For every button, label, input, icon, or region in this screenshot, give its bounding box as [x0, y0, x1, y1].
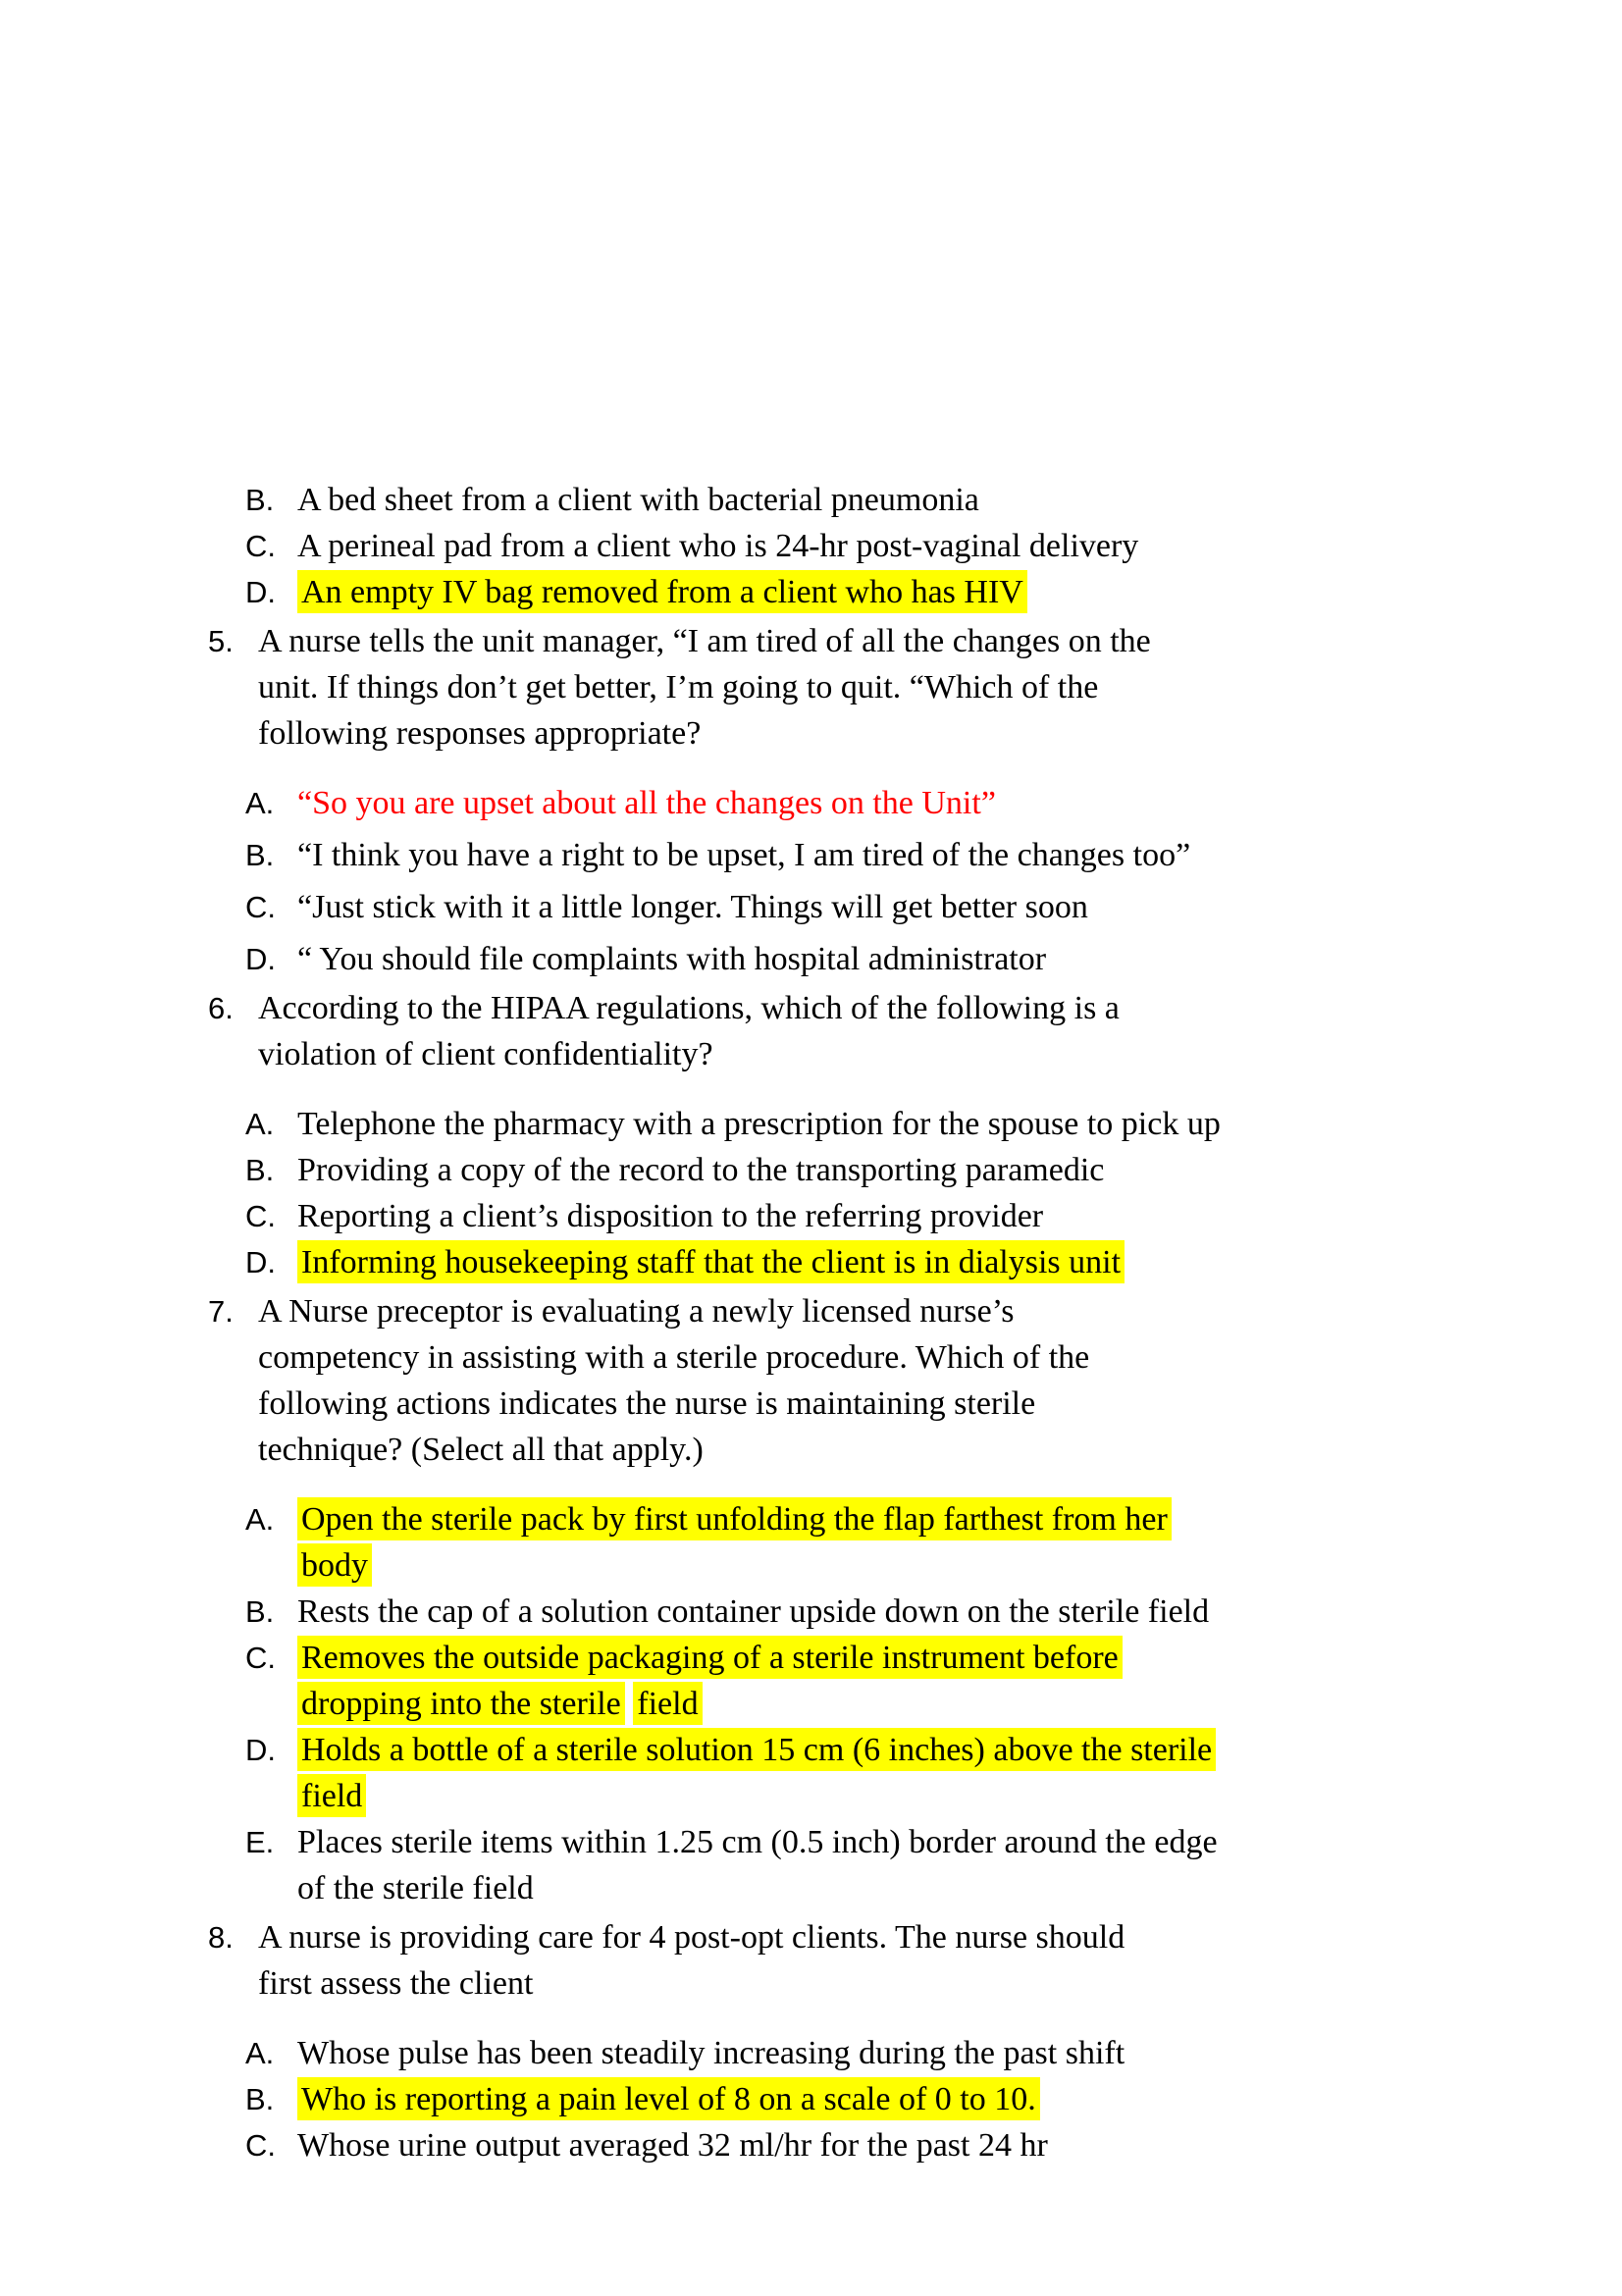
- option-letter: C.: [245, 890, 276, 924]
- question-row: [0, 985, 1590, 1077]
- text-segment: Whose pulse has been steadily increasing during the past shift: [297, 2035, 1125, 2071]
- option-letter: D.: [245, 942, 276, 976]
- option-row: [0, 1589, 1590, 1635]
- option-row: [0, 884, 1590, 930]
- highlight-segment: body: [297, 1543, 372, 1587]
- option-text: [297, 1239, 1125, 1285]
- option-row: [0, 1101, 1590, 1147]
- question-row: [0, 1288, 1590, 1473]
- stem-line: A nurse is providing care for 4 post-opt clients. The nurse should: [258, 1919, 1125, 1956]
- option-text: [297, 1727, 1216, 1819]
- text-segment: “ You should file complaints with hospital administrator: [297, 941, 1047, 977]
- option-letter: D.: [245, 575, 276, 609]
- option-letter: A.: [245, 2036, 275, 2070]
- stem-line: violation of client confidentiality?: [258, 1036, 713, 1072]
- text-segment: “Just stick with it a little longer. Things will get better soon: [297, 889, 1088, 925]
- highlight-segment: field: [297, 1774, 366, 1817]
- question-row: [0, 1914, 1590, 2007]
- option-text: [297, 2030, 1125, 2076]
- stem-line: A Nurse preceptor is evaluating a newly licensed nurse’s: [258, 1293, 1015, 1330]
- text-segment: “I think you have a right to be upset, I am tired of the changes too”: [297, 837, 1191, 873]
- option-row: [0, 477, 1590, 523]
- option-letter: A.: [245, 1107, 275, 1141]
- option-text: [297, 936, 1046, 982]
- option-text: [297, 832, 1190, 878]
- option-text: [297, 523, 1138, 569]
- option-row: [0, 2030, 1590, 2076]
- question-number: 7.: [208, 1294, 234, 1329]
- option-text: [297, 884, 1088, 930]
- question-number: 8.: [208, 1920, 234, 1955]
- option-letter: B.: [245, 1153, 275, 1187]
- question-stem: [258, 1914, 1125, 2007]
- highlight-segment: Removes the outside packaging of a sterile instrument before: [297, 1636, 1123, 1679]
- highlight-segment: field: [633, 1682, 702, 1725]
- option-text: [297, 1635, 1123, 1727]
- option-row: [0, 832, 1590, 878]
- text-segment: Whose urine output averaged 32 ml/hr for the past 24 hr: [297, 2127, 1048, 2164]
- option-row: [0, 780, 1590, 826]
- question-stem: [258, 985, 1120, 1077]
- option-text: [297, 2122, 1048, 2168]
- option-letter: B.: [245, 1594, 275, 1629]
- option-row: [0, 1727, 1590, 1819]
- text-segment: “So you are upset about all the changes on the Unit”: [297, 785, 996, 821]
- highlight-segment: Open the sterile pack by first unfolding the flap farthest from her: [297, 1497, 1172, 1540]
- option-letter: C.: [245, 1199, 276, 1233]
- question-list: [0, 477, 1590, 2168]
- stem-line: first assess the client: [258, 1965, 534, 2002]
- option-row: [0, 2076, 1590, 2122]
- option-row: [0, 1635, 1590, 1727]
- option-letter: A.: [245, 786, 275, 820]
- stem-line: technique? (Select all that apply.): [258, 1432, 704, 1468]
- option-text: [297, 1819, 1218, 1911]
- stem-line: competency in assisting with a sterile procedure. Which of the: [258, 1339, 1090, 1376]
- option-letter: C.: [245, 2128, 276, 2163]
- option-letter: C.: [245, 1641, 276, 1675]
- stem-line: A nurse tells the unit manager, “I am tired of all the changes on the: [258, 623, 1151, 659]
- option-letter: C.: [245, 529, 276, 563]
- option-row: [0, 2122, 1590, 2168]
- stem-line: unit. If things don’t get better, I’m going to quit. “Which of the: [258, 669, 1099, 705]
- option-letter: A.: [245, 1502, 275, 1537]
- text-segment: [625, 1686, 634, 1722]
- highlight-segment: Informing housekeeping staff that the client is in dialysis unit: [297, 1240, 1125, 1283]
- option-row: [0, 569, 1590, 615]
- text-segment: Telephone the pharmacy with a prescription for the spouse to pick up: [297, 1106, 1221, 1142]
- option-row: [0, 1239, 1590, 1285]
- option-text: [297, 1496, 1172, 1589]
- stem-line: According to the HIPAA regulations, which of the following is a: [258, 990, 1120, 1026]
- option-row: [0, 1147, 1590, 1193]
- option-row: [0, 936, 1590, 982]
- question-number: 6.: [208, 991, 234, 1025]
- option-row: [0, 1819, 1590, 1911]
- highlight-segment: Holds a bottle of a sterile solution 15 cm (6 inches) above the sterile: [297, 1728, 1216, 1771]
- text-segment: A perineal pad from a client who is 24-hr post-vaginal delivery: [297, 528, 1139, 564]
- text-segment: Providing a copy of the record to the transporting paramedic: [297, 1152, 1105, 1188]
- option-letter: D.: [245, 1733, 276, 1767]
- option-text: [297, 1589, 1209, 1635]
- stem-line: following responses appropriate?: [258, 715, 702, 752]
- option-text: [297, 1101, 1221, 1147]
- text-segment: Reporting a client’s disposition to the referring provider: [297, 1198, 1044, 1234]
- option-letter: E.: [245, 1825, 275, 1859]
- highlight-segment: dropping into the sterile: [297, 1682, 625, 1725]
- question-number: 5.: [208, 624, 234, 658]
- question-row: [0, 618, 1590, 757]
- text-segment: Rests the cap of a solution container upside down on the sterile field: [297, 1593, 1210, 1630]
- option-row: [0, 1496, 1590, 1589]
- option-text: [297, 1193, 1043, 1239]
- option-text: [297, 2076, 1040, 2122]
- option-row: [0, 1193, 1590, 1239]
- question-stem: [258, 618, 1151, 757]
- highlight-segment: Who is reporting a pain level of 8 on a scale of 0 to 10.: [297, 2077, 1040, 2120]
- option-text: [297, 569, 1027, 615]
- text-segment: A bed sheet from a client with bacterial pneumonia: [297, 482, 979, 518]
- option-letter: B.: [245, 483, 275, 517]
- stem-line: following actions indicates the nurse is maintaining sterile: [258, 1385, 1036, 1422]
- option-letter: D.: [245, 1245, 276, 1279]
- option-text: [297, 780, 996, 826]
- question-stem: [258, 1288, 1089, 1473]
- option-row: [0, 523, 1590, 569]
- text-segment: Places sterile items within 1.25 cm (0.5 inch) border around the edge: [297, 1824, 1218, 1860]
- option-text: [297, 477, 979, 523]
- option-letter: B.: [245, 838, 275, 872]
- text-segment: of the sterile field: [297, 1870, 534, 1906]
- highlight-segment: An empty IV bag removed from a client who has HIV: [297, 570, 1027, 613]
- option-letter: B.: [245, 2082, 275, 2116]
- option-text: [297, 1147, 1104, 1193]
